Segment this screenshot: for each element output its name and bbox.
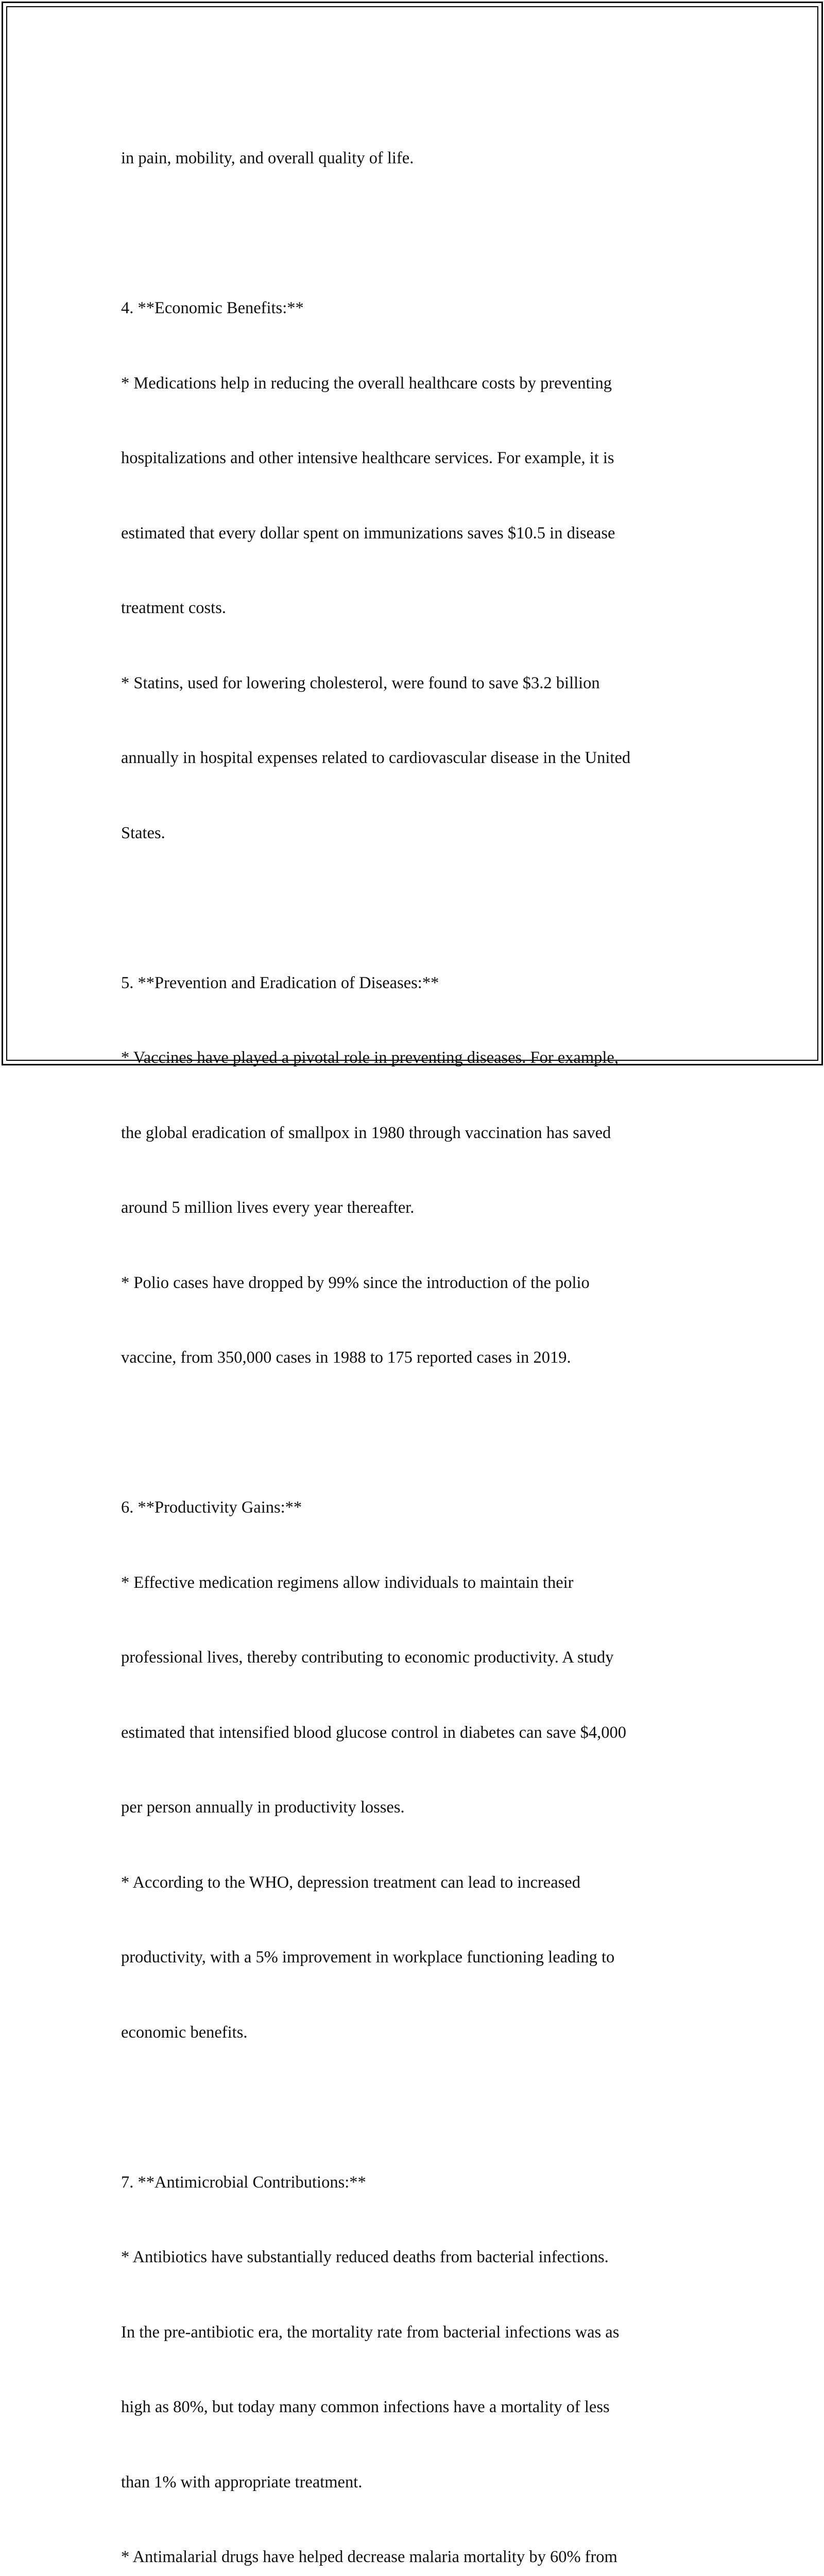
text-line: * According to the WHO, depression treatment can lead to increased: [121, 1873, 580, 1892]
blank-line: [121, 1420, 708, 1446]
text-line: * Vaccines have played a pivotal role in preventing diseases. For example,: [121, 1048, 619, 1067]
section-heading-economic-benefits: 4. **Economic Benefits:**: [121, 299, 304, 317]
text-line: professional lives, thereby contributing to economic productivity. A study: [121, 1648, 614, 1667]
text-line: annually in hospital expenses related to cardiovascular disease in the United: [121, 749, 631, 767]
text-line: * Antibiotics have substantially reduced deaths from bacterial infections.: [121, 2248, 609, 2266]
text-line: estimated that every dollar spent on immunizations saves $10.5 in disease: [121, 523, 615, 543]
blank-line: [121, 895, 708, 921]
blank-line: [121, 2095, 708, 2120]
document-body: [121, 96, 708, 2576]
text-line: estimated that intensified blood glucose control in diabetes can save $4,000: [121, 1723, 627, 1742]
text-line: * Statins, used for lowering cholesterol, were found to save $3.2 billion: [121, 673, 600, 692]
text-line: high as 80%, but today many common infections have a mortality of less: [121, 2398, 610, 2416]
blank-line: [121, 221, 708, 246]
text-line: States.: [121, 823, 165, 842]
text-line: productivity, with a 5% improvement in workplace functioning leading to: [121, 1948, 615, 1967]
section-heading-antimicrobial: 7. **Antimicrobial Contributions:**: [121, 2173, 366, 2192]
section-heading-prevention: 5. **Prevention and Eradication of Diseases:**: [121, 973, 439, 992]
text-line: per person annually in productivity losses.: [121, 1798, 405, 1817]
text-line: * Antimalarial drugs have helped decrease malaria mortality by 60% from: [121, 2548, 617, 2566]
text-line: * Effective medication regimens allow individuals to maintain their: [121, 1573, 574, 1592]
text-line: treatment costs.: [121, 599, 226, 617]
text-line: the global eradication of smallpox in 1980 through vaccination has saved: [121, 1123, 611, 1142]
text-line: in pain, mobility, and overall quality of life.: [121, 149, 414, 167]
text-line: than 1% with appropriate treatment.: [121, 2472, 363, 2492]
text-line: * Polio cases have dropped by 99% since the introduction of the polio: [121, 1273, 590, 1292]
section-heading-productivity: 6. **Productivity Gains:**: [121, 1498, 302, 1517]
text-line: economic benefits.: [121, 2023, 248, 2042]
text-line: around 5 million lives every year thereafter.: [121, 1198, 415, 1217]
text-line: * Medications help in reducing the overall healthcare costs by preventing: [121, 374, 612, 393]
text-line: vaccine, from 350,000 cases in 1988 to 175 reported cases in 2019.: [121, 1348, 571, 1367]
text-line: hospitalizations and other intensive healthcare services. For example, it is: [121, 449, 614, 467]
text-line: In the pre-antibiotic era, the mortality rate from bacterial infections was as: [121, 2323, 620, 2342]
